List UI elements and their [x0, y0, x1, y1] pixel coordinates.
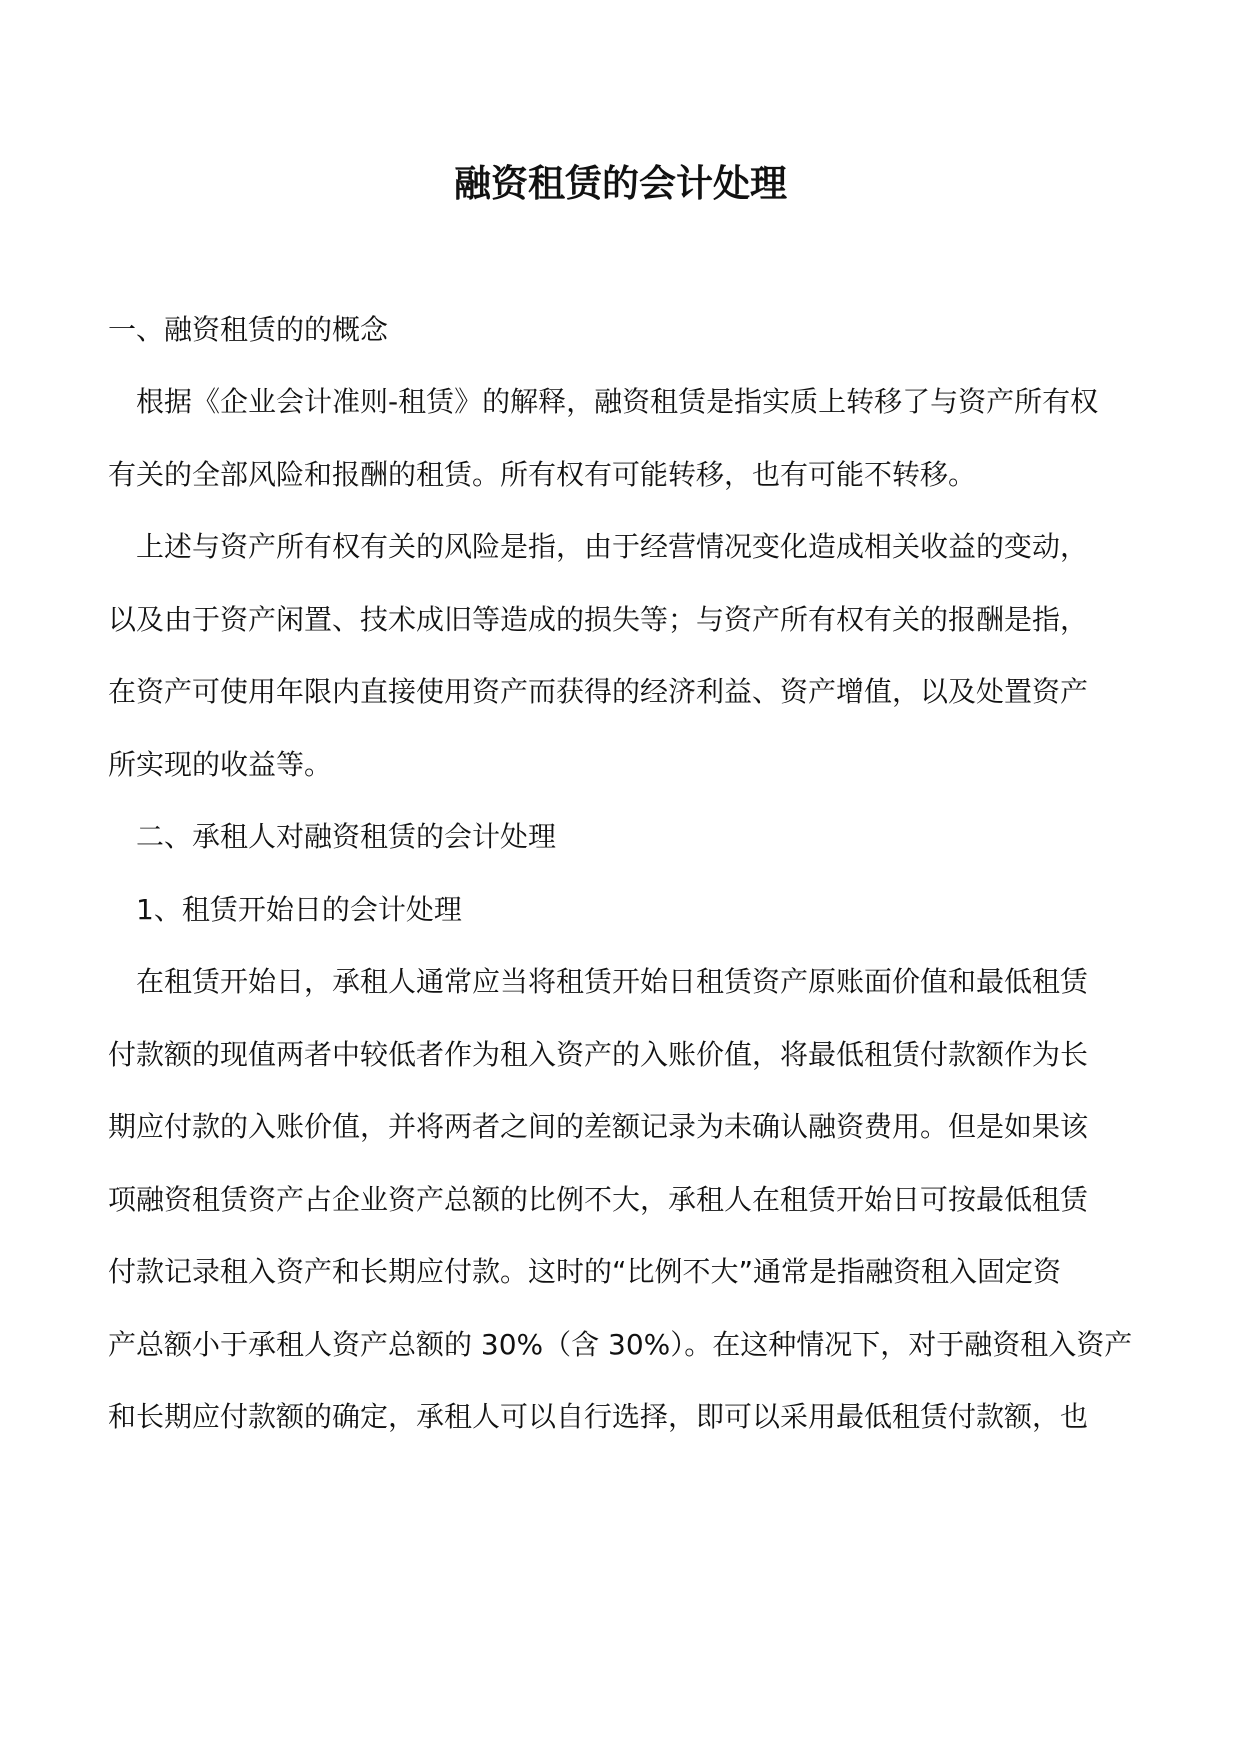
section-heading-1: 一、融资租赁的的概念: [108, 313, 389, 346]
paragraph-3-line-4: 项融资租赁资产占企业资产总额的比例不大，承租人在租赁开始日可按最低租赁: [108, 1183, 1089, 1216]
paragraph-1-line-2: 有关的全部风险和报酬的租赁。所有权有可能转移，也有可能不转移。: [108, 458, 977, 491]
paragraph-3-line-5: 付款记录租入资产和长期应付款。这时的“比例不大”通常是指融资租入固定资: [108, 1255, 1062, 1288]
paragraph-2-line-1: 上述与资产所有权有关的风险是指，由于经营情况变化造成相关收益的变动，: [136, 530, 1089, 563]
paragraph-2-line-3: 在资产可使用年限内直接使用资产而获得的经济利益、资产增值，以及处置资产: [108, 675, 1089, 708]
paragraph-3-line-7: 和长期应付款额的确定，承租人可以自行选择，即可以采用最低租赁付款额，也: [108, 1400, 1089, 1433]
paragraph-3-line-6: 产总额小于承租人资产总额的 30%（含 30%）。在这种情况下，对于融资租入资产: [108, 1328, 1133, 1361]
paragraph-3-line-2: 付款额的现值两者中较低者作为租入资产的入账价值，将最低租赁付款额作为长: [108, 1038, 1089, 1071]
document-title: 融资租赁的会计处理: [454, 161, 787, 205]
paragraph-2-line-2: 以及由于资产闲置、技术成旧等造成的损失等；与资产所有权有关的报酬是指，: [108, 603, 1089, 636]
paragraph-2-line-4: 所实现的收益等。: [108, 748, 333, 781]
paragraph-1-line-1: 根据《企业会计准则-租赁》的解释，融资租赁是指实质上转移了与资产所有权: [136, 385, 1099, 418]
section-heading-2: 二、承租人对融资租赁的会计处理: [136, 820, 557, 853]
paragraph-3-line-3: 期应付款的入账价值，并将两者之间的差额记录为未确认融资费用。但是如果该: [108, 1110, 1089, 1143]
paragraph-3-line-1: 在租赁开始日，承租人通常应当将租赁开始日租赁资产原账面价值和最低租赁: [136, 965, 1089, 998]
subsection-heading-1: 1、租赁开始日的会计处理: [136, 893, 462, 926]
